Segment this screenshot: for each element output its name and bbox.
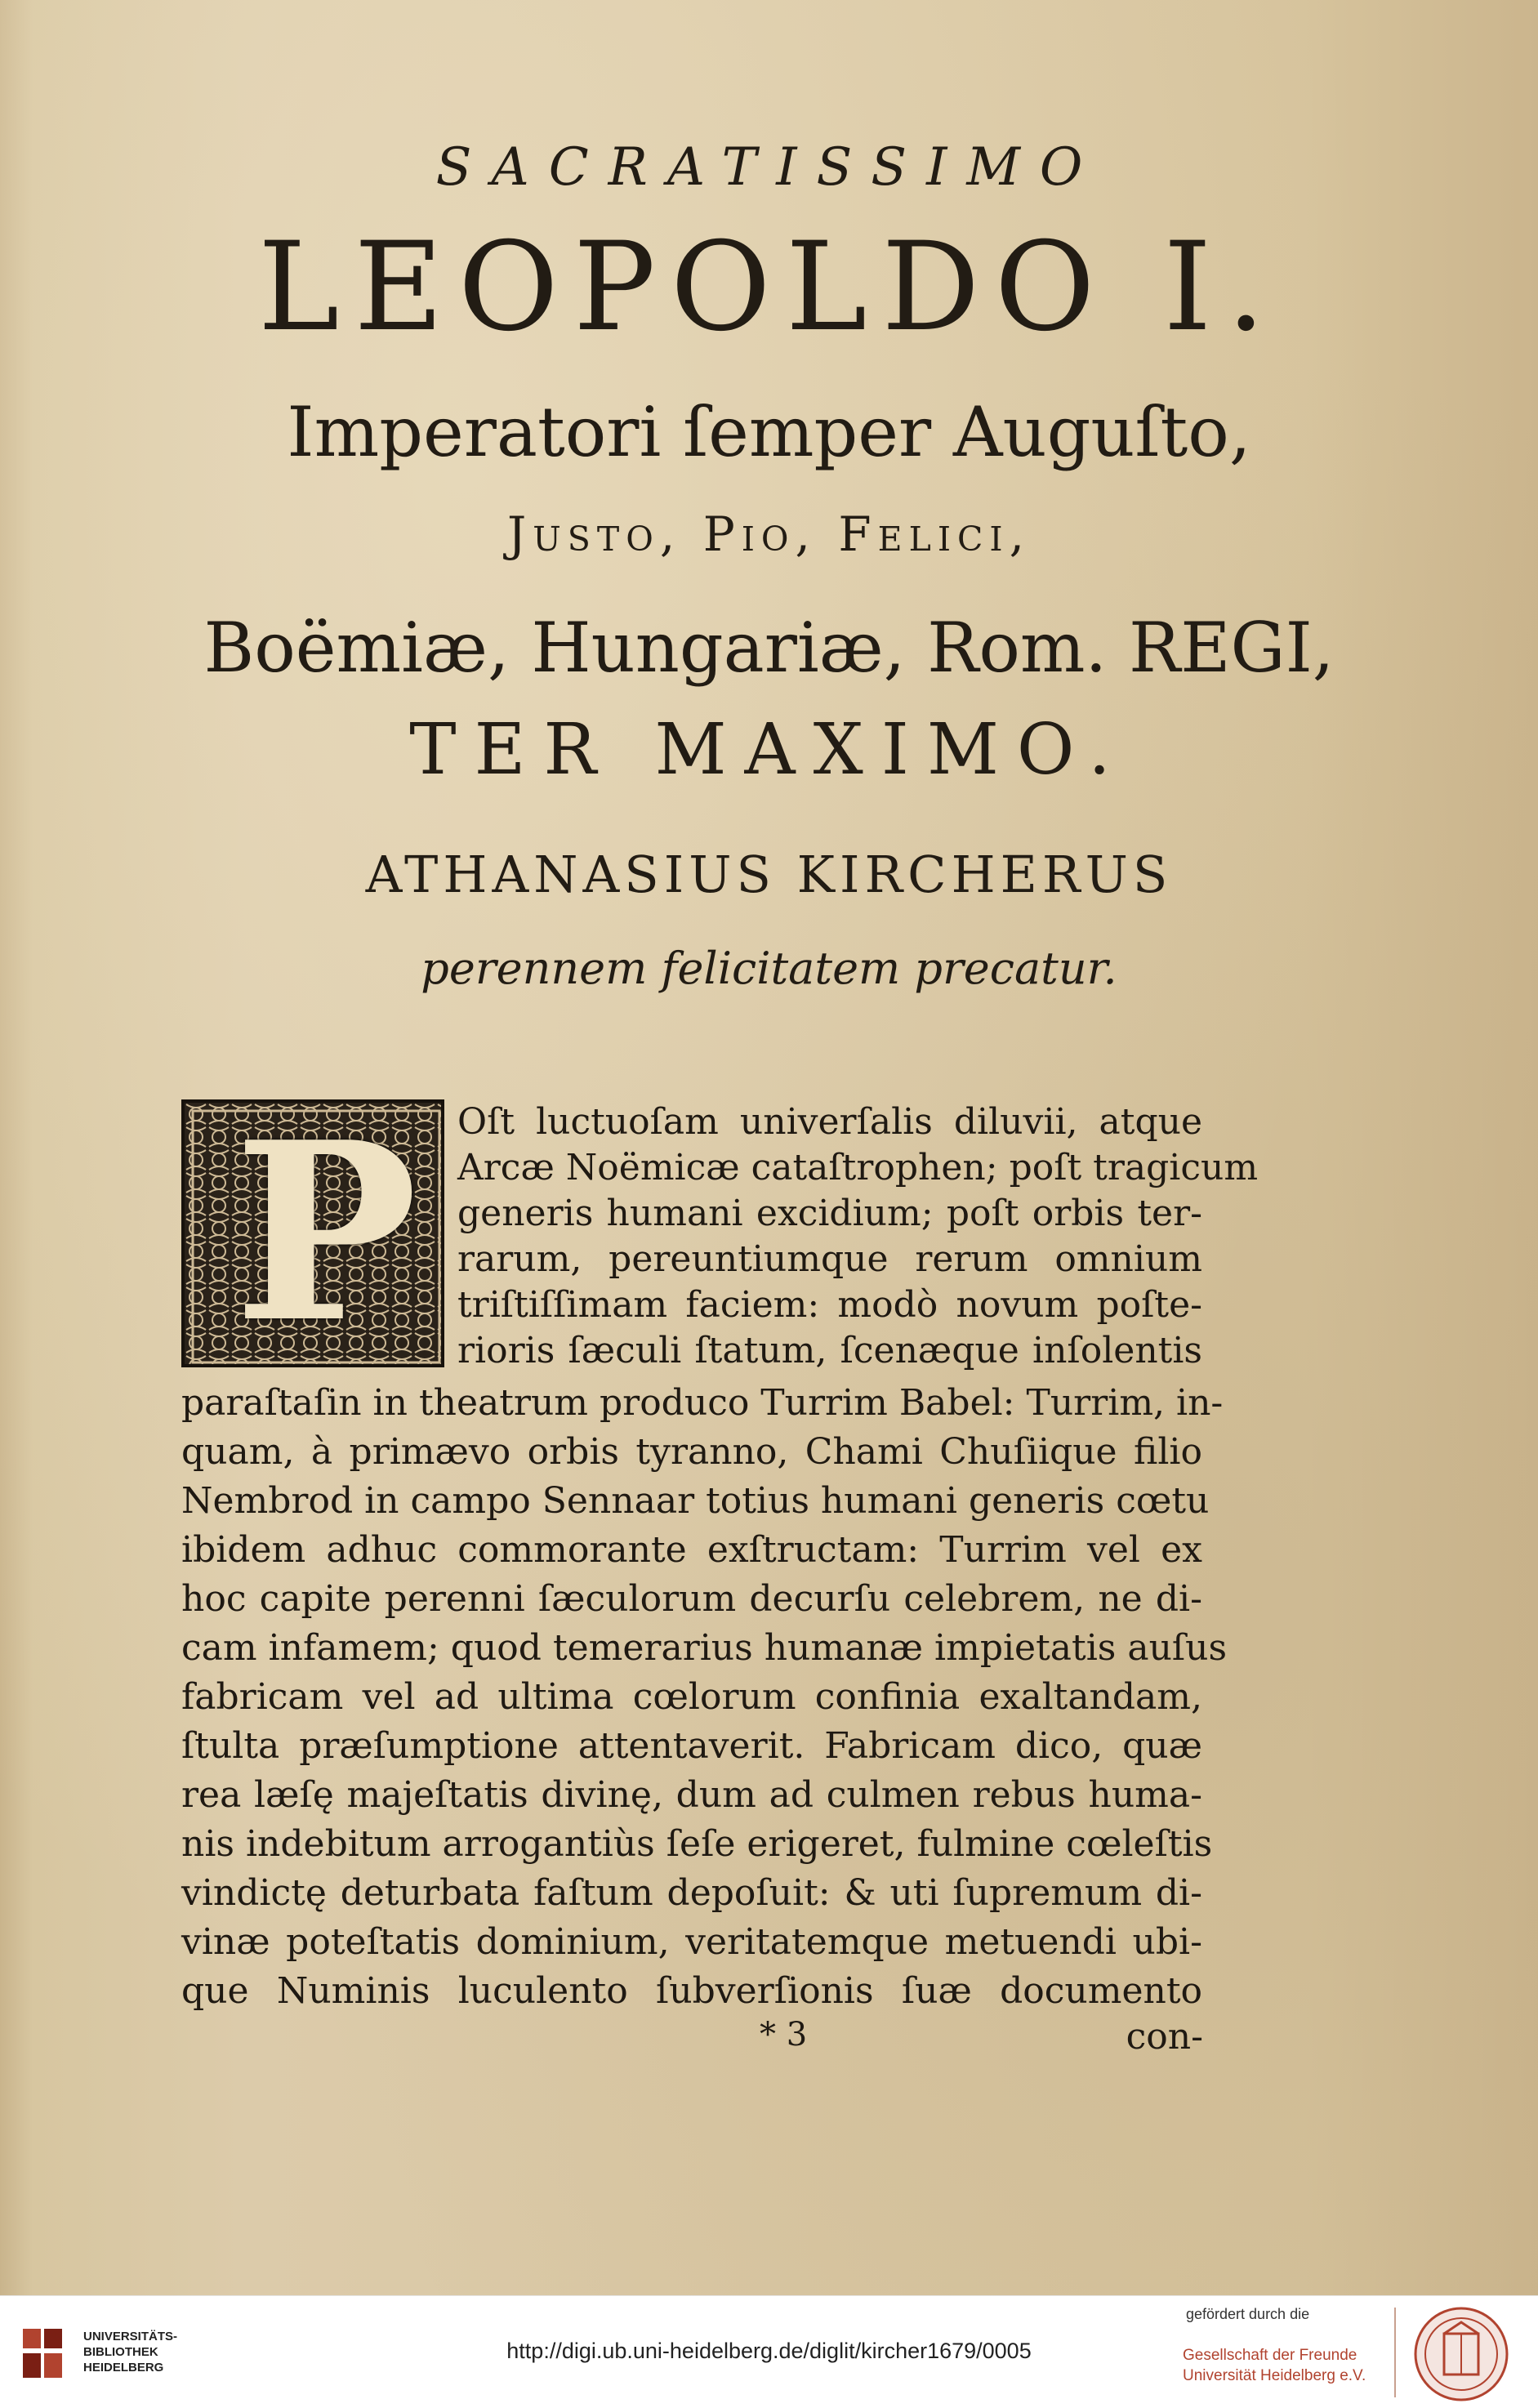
university-seal-icon[interactable] xyxy=(1413,2306,1509,2402)
sponsor-name[interactable] xyxy=(1183,2345,1366,2386)
body-line: Nembrod in campo Sennaar totius humani generis cœtu xyxy=(181,1480,1210,1522)
body-line: Arcæ Noëmicæ cataſtrophen; poſt tragicum xyxy=(457,1147,1259,1188)
dedication-line-imperatori: Imperatori ſemper Auguſto, xyxy=(287,392,1251,472)
body-line: vinæ poteſtatis dominium, veritatemque metuendi ubi- xyxy=(181,1921,1202,1963)
initial-letter: P xyxy=(234,1099,418,1367)
body-line: nis indebitum arrogantiùs ſeſe erigeret, fulmine cœleſtis xyxy=(181,1823,1213,1865)
dedication-line-justo-pio-felici: Justo, Pio, Felici, xyxy=(506,506,1032,562)
body-line: rarum, pereuntiumque rerum omnium xyxy=(457,1238,1202,1280)
body-line: ſtulta præſumptione attentaverit. Fabricam dico, quæ xyxy=(181,1725,1202,1767)
body-line: fabricam vel ad ultima cœlorum confinia exaltandam, xyxy=(181,1676,1202,1718)
catchword: con- xyxy=(1126,2016,1203,2058)
dedication-line-leopoldo: LEOPOLDO I. xyxy=(257,216,1281,359)
body-line: que Numinis luculento ſubverſionis ſuæ documento xyxy=(181,1970,1202,2012)
library-logo-icon[interactable] xyxy=(16,2324,69,2383)
library-name-line: HEIDELBERG xyxy=(83,2361,164,2375)
sponsor-name-line: Gesellschaft der Freunde xyxy=(1183,2347,1357,2364)
sponsor-lead-text: gefördert durch die xyxy=(1186,2306,1310,2322)
digitization-footer xyxy=(0,2295,1538,2408)
body-line: vindictę deturbata faſtum depoſuit: & uti ſupremum di- xyxy=(181,1872,1202,1914)
body-line: ibidem adhuc commorante exſtructam: Turrim vel ex xyxy=(181,1529,1202,1571)
body-line: generis humani excidium; poſt orbis ter- xyxy=(457,1193,1202,1234)
permalink-url[interactable]: http://digi.ub.uni-heidelberg.de/diglit/kircher1679/0005 xyxy=(506,2339,1032,2363)
library-name-line: UNIVERSITÄTS- xyxy=(83,2330,178,2343)
dedication-line-ter-maximo: TER MAXIMO. xyxy=(409,709,1129,791)
dedication-line-boemiae: Boëmiæ, Hungariæ, Rom. REGI, xyxy=(203,608,1335,688)
dedication-line-sacratissimo: SACRATISSIMO xyxy=(435,137,1103,198)
sponsor-name-line: Universität Heidelberg e.V. xyxy=(1183,2367,1366,2384)
author-line: ATHANASIUS KIRCHERUS xyxy=(365,845,1173,904)
body-line: hoc capite perenni ſæculorum decurſu celebrem, ne di- xyxy=(181,1578,1202,1620)
signature-mark: * 3 xyxy=(760,2016,808,2053)
body-line: rea læſę majeſtatis divinę, dum ad culmen rebus huma- xyxy=(181,1774,1202,1816)
library-name xyxy=(83,2329,177,2375)
body-line: cam infamem; quod temerarius humanæ impietatis auſus xyxy=(181,1627,1228,1669)
divider xyxy=(1394,2308,1396,2397)
blessing-line: perennem felicitatem precatur. xyxy=(421,943,1117,994)
body-line: rioris ſæculi ſtatum, ſcenæque inſolentis xyxy=(457,1330,1202,1371)
body-line: triſtiſſimam faciem: modò novum poſte- xyxy=(457,1284,1202,1326)
body-line: quam, à primævo orbis tyranno, Chami Chuſiique filio xyxy=(181,1431,1202,1473)
body-line: paraſtaſin in theatrum produco Turrim Babel: Turrim, in- xyxy=(181,1382,1224,1424)
decorated-initial xyxy=(181,1099,444,1367)
body-line: Oſt luctuoſam univerſalis diluvii, atque xyxy=(457,1101,1202,1143)
library-name-line: BIBLIOTHEK xyxy=(83,2345,158,2359)
